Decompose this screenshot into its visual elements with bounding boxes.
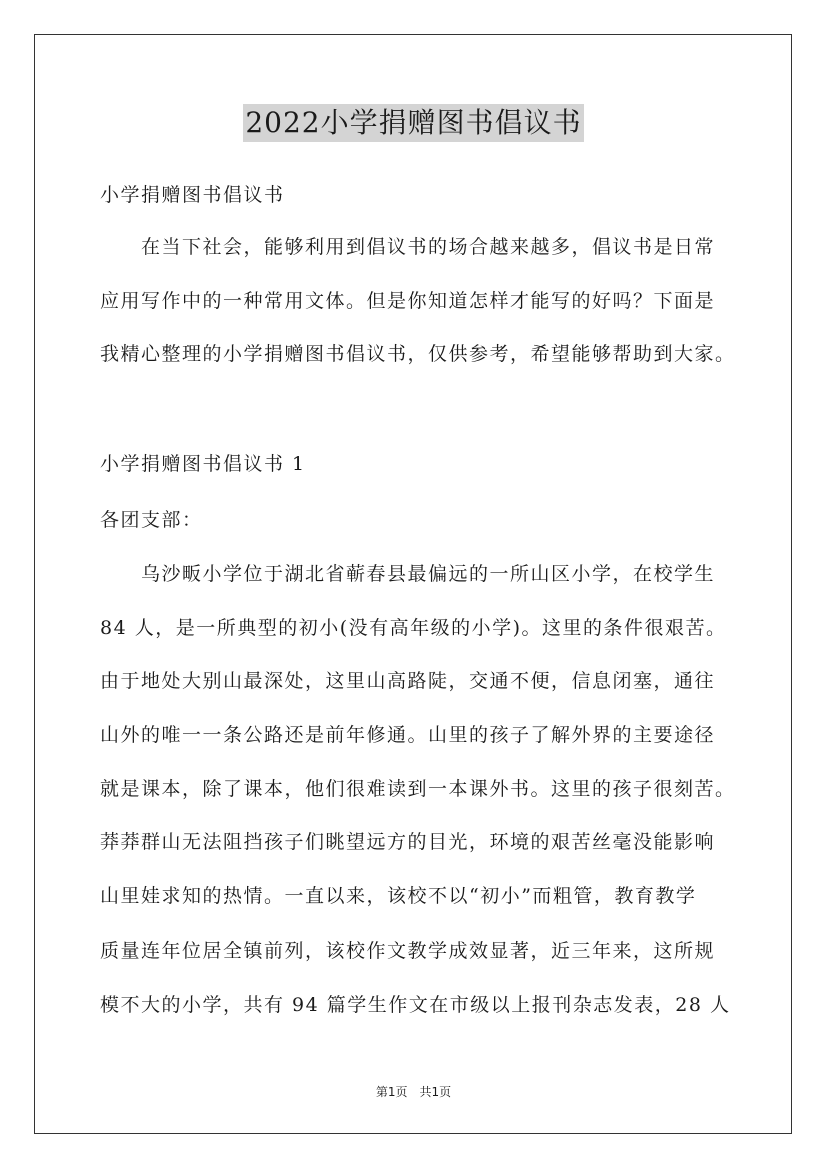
paragraph-line: 乌沙畈小学位于湖北省蕲春县最偏远的一所山区小学，在校学生 bbox=[100, 563, 716, 585]
paragraph-line: 山外的唯一一条公路还是前年修通。山里的孩子了解外界的主要途径 bbox=[100, 724, 716, 746]
paragraph-line: 84 人，是一所典型的初小(没有高年级的小学)。这里的条件很艰苦。 bbox=[100, 617, 727, 639]
paragraph-line: 由于地处大别山最深处，这里山高路陡，交通不便，信息闭塞，通往 bbox=[100, 670, 716, 692]
paragraph-line: 就是课本，除了课本，他们很难读到一本课外书。这里的孩子很刻苦。 bbox=[100, 778, 736, 800]
paragraph-line: 模不大的小学，共有 94 篇学生作文在市级以上报刊杂志发表，28 人 bbox=[100, 994, 731, 1016]
paragraph-line: 我精心整理的小学捐赠图书倡议书，仅供参考，希望能够帮助到大家。 bbox=[100, 343, 736, 365]
document-title-container bbox=[0, 104, 827, 142]
salutation: 各团支部： bbox=[100, 509, 203, 531]
section-heading: 小学捐赠图书倡议书 1 bbox=[100, 453, 306, 475]
section-heading: 小学捐赠图书倡议书 bbox=[100, 184, 285, 206]
paragraph-line: 质量连年位居全镇前列，该校作文教学成效显著，近三年来，这所规 bbox=[100, 940, 716, 962]
paragraph-line: 在当下社会，能够利用到倡议书的场合越来越多，倡议书是日常 bbox=[100, 236, 716, 258]
page-footer: 第1页 共1页 bbox=[375, 1085, 452, 1099]
paragraph-line: 山里娃求知的热情。一直以来，该校不以“初小”而粗管，教育教学 bbox=[100, 885, 697, 907]
document-title: 2022小学捐赠图书倡议书 bbox=[243, 104, 583, 142]
paragraph-line: 莽莽群山无法阻挡孩子们眺望远方的目光，环境的艰苦丝毫没能影响 bbox=[100, 831, 716, 853]
paragraph-line: 应用写作中的一种常用文体。但是你知道怎样才能写的好吗？下面是 bbox=[100, 290, 716, 312]
